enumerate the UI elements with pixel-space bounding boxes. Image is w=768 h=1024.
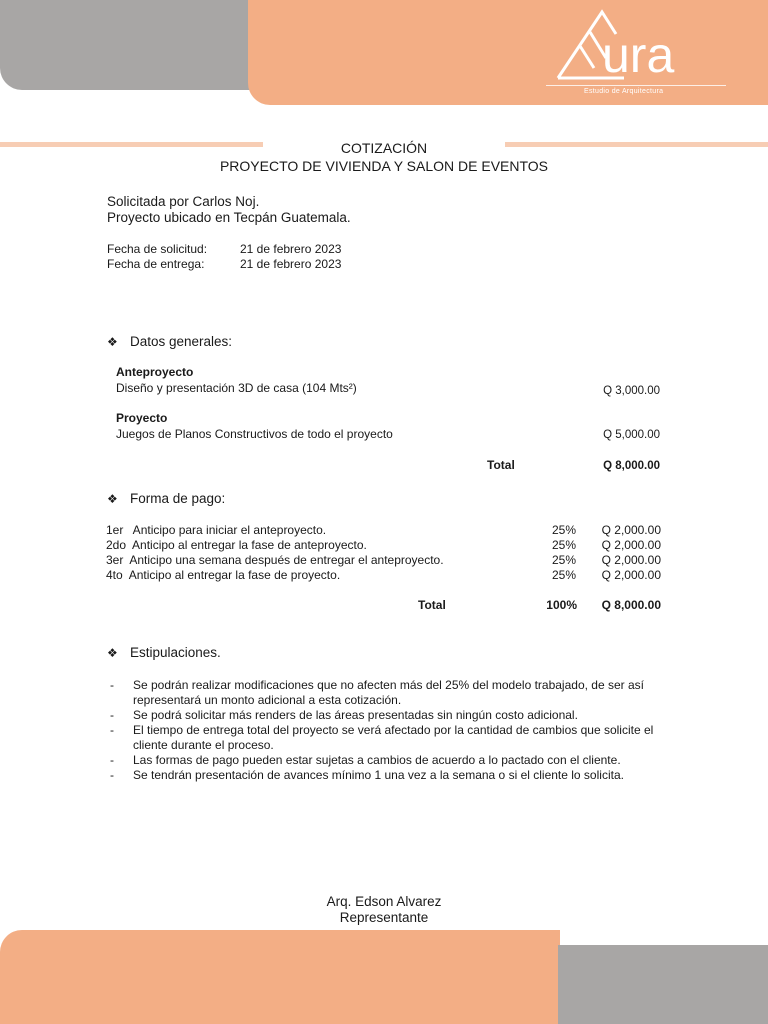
footer-orange-band	[0, 930, 560, 1024]
payment-row-text: 3er Anticipo una semana después de entregar el anteproyecto.	[106, 553, 444, 567]
list-dash: -	[110, 768, 114, 782]
payment-row-percent: 25%	[551, 523, 576, 537]
list-dash: -	[110, 708, 114, 722]
diamond-bullet-icon: ❖	[107, 646, 118, 660]
logo-divider	[546, 85, 726, 86]
payment-row-amount: Q 2,000.00	[601, 553, 661, 567]
payment-row-text: 4to Anticipo al entregar la fase de proyecto.	[106, 568, 341, 582]
stipulation-item: Se podrán realizar modificaciones que no afecten más del 25% del modelo trabajado, de ser así representará un monto adicional a esta cotización.	[133, 678, 644, 707]
request-date-label: Fecha de solicitud:	[107, 242, 208, 256]
item-heading: Proyecto	[116, 411, 168, 425]
diamond-bullet-icon: ❖	[107, 335, 118, 349]
payment-row-amount: Q 2,000.00	[601, 523, 661, 537]
stipulations-section-title: Estipulaciones.	[130, 645, 221, 660]
stipulation-item: Se podrá solicitar más renders de las áreas presentadas sin ningún costo adicional.	[133, 708, 578, 722]
stipulation-item: Se tendrán presentación de avances mínimo 1 una vez a la semana o si el cliente lo solicita.	[133, 768, 624, 782]
stipulation-item: El tiempo de entrega total del proyecto se verá afectado por la cantidad de cambios que solicite el cliente durante el proceso.	[133, 723, 654, 752]
requested-by: Solicitada por Carlos Noj.	[107, 194, 260, 209]
item-description: Juegos de Planos Constructivos de todo el proyecto	[116, 427, 393, 441]
signature-role: Representante	[339, 910, 429, 925]
diamond-bullet-icon: ❖	[107, 492, 118, 506]
general-total-value: Q 8,000.00	[603, 460, 660, 472]
payment-row-percent: 25%	[551, 538, 576, 552]
list-dash: -	[110, 753, 114, 767]
stipulation-item: Las formas de pago pueden estar sujetas a cambios de acuerdo a lo pactado con el cliente.	[133, 753, 621, 767]
general-total-label: Total	[487, 458, 515, 472]
logo-text: ura	[602, 27, 675, 83]
payment-row-text: 1er Anticipo para iniciar el anteproyecto.	[106, 523, 327, 537]
payment-section-title: Forma de pago:	[130, 491, 226, 506]
list-dash: -	[110, 723, 114, 737]
item-heading: Anteproyecto	[116, 365, 194, 379]
item-description: Diseño y presentación 3D de casa (104 Mts²)	[116, 381, 357, 395]
general-section-title: Datos generales:	[130, 334, 233, 349]
payment-total-percent: 100%	[546, 598, 577, 612]
payment-total-amount: Q 8,000.00	[601, 598, 661, 612]
document-subtitle: PROYECTO DE VIVIENDA Y SALON DE EVENTOS	[219, 158, 549, 174]
document-title: COTIZACIÓN	[340, 140, 428, 156]
footer-gray-band	[558, 945, 768, 1024]
payment-total-label: Total	[418, 598, 446, 612]
project-location: Proyecto ubicado en Tecpán Guatemala.	[107, 210, 351, 225]
payment-row-text: 2do Anticipo al entregar la fase de anteproyecto.	[106, 538, 367, 552]
company-logo	[540, 6, 730, 98]
payment-row-percent: 25%	[551, 568, 576, 582]
logo-subtitle: Estudio de Arquitectura	[584, 88, 664, 95]
payment-row-percent: 25%	[551, 553, 576, 567]
payment-row-amount: Q 2,000.00	[601, 538, 661, 552]
delivery-date-value: 21 de febrero 2023	[240, 257, 342, 271]
item-price: Q 3,000.00	[603, 385, 660, 397]
delivery-date-label: Fecha de entrega:	[107, 257, 205, 271]
payment-row-amount: Q 2,000.00	[601, 568, 661, 582]
list-dash: -	[110, 678, 114, 692]
signature-name: Arq. Edson Alvarez	[326, 894, 442, 909]
item-price: Q 5,000.00	[603, 429, 660, 441]
request-date-value: 21 de febrero 2023	[240, 242, 342, 256]
